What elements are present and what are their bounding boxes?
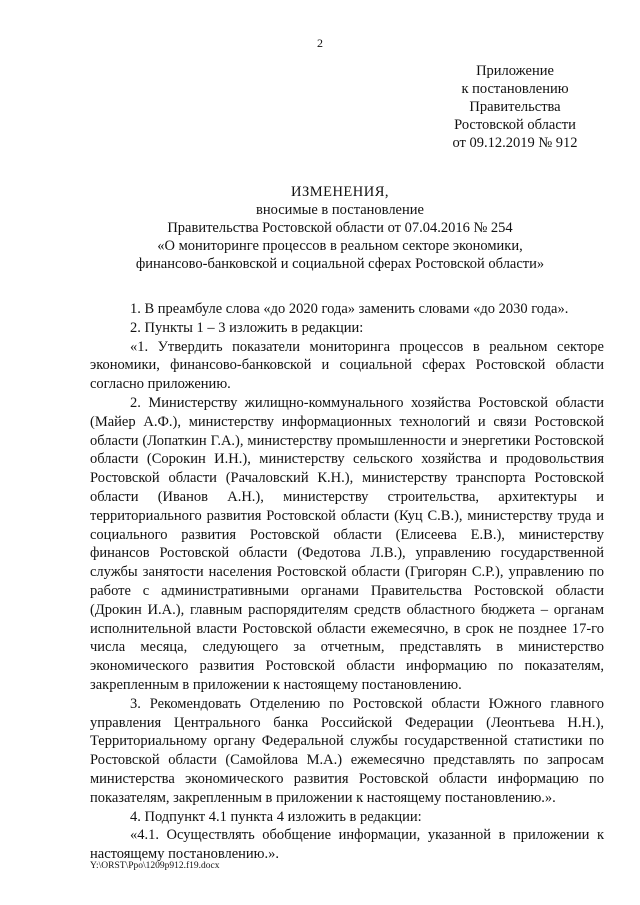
footer-file-path: Y:\ORST\Ppo\1209p912.f19.docx <box>90 861 220 871</box>
page-number: 2 <box>317 36 323 50</box>
paragraph-6: 4. Подпункт 4.1 пункта 4 изложить в редакции: <box>130 808 422 825</box>
paragraph-7: «4.1. Осуществлять обобщение информации, указанной в приложении к настоящему постановлению.». <box>90 827 604 863</box>
paragraph-5: 3. Рекомендовать Отделению по Ростовской области Южного главного управления Центрального банка Российской Федерации (Леонтьева Н.Н.), Территориальному органу Федеральной службы государственной статистики по Ростовской области (Самойлова М.А.) ежемесячно представлять по запросам министерства экономического развития Ростовской области информацию по показателям, закрепленным в приложении к настоящему постановлению.». <box>90 695 604 806</box>
appendix-line: от 09.12.2019 № 912 <box>452 135 578 151</box>
heading-line: финансово-банковской и социальной сферах Ростовской области» <box>135 256 545 272</box>
heading-line: «О мониторинге процессов в реальном секторе экономики, <box>157 238 523 254</box>
paragraph-1: 1. В преамбуле слова «до 2020 года» заменить словами «до 2030 года». <box>130 301 569 317</box>
appendix-line: Приложение <box>476 63 554 79</box>
appendix-block <box>430 62 600 152</box>
paragraph-2: 2. Пункты 1 – 3 изложить в редакции: <box>130 319 364 336</box>
document-heading <box>90 183 590 273</box>
document-body <box>90 300 604 864</box>
heading-line: Правительства Ростовской области от 07.04.2016 № 254 <box>167 220 513 236</box>
heading-title: ИЗМЕНЕНИЯ, <box>290 184 390 200</box>
paragraph-3: «1. Утвердить показатели мониторинга процессов в реальном секторе экономики, финансово-банковской и социальной сферах Ростовской области согласно приложению. <box>90 338 604 393</box>
heading-line: вносимые в постановление <box>256 202 424 218</box>
paragraph-4: 2. Министерству жилищно-коммунального хозяйства Ростовской области (Майер А.Ф.), министерству информационных технологий и связи Ростовской области (Лопаткин Г.А.), министерству промышленности и энергетики Ростовской области (Сорокин И.Н.), министерству сельского хозяйства и продовольствия Ростовской области (Рачаловский К.Н.), министерству транспорта Ростовской области (Иванов А.Н.), министерству строительства, архитектуры и территориального развития Ростовской области (Куц С.В.), министерству труда и социального развития Ростовской области (Елисеева Е.В.), министерству финансов Ростовской области (Федотова Л.В.), управлению государственной службы занятости населения Ростовской области (Григорян С.Р.), управлению по работе с административными органами Правительства Ростовской области (Дрокин И.А.), главным распорядителям средств областного бюджета – органам исполнительной власти Ростовской области ежемесячно, в срок не позднее 17-го числа месяца, следующего за отчетным, представлять в министерство экономического развития Ростовской области информацию по показателям, закрепленным в приложении к настоящему постановлению. <box>90 394 604 693</box>
appendix-line: Ростовской области <box>454 117 576 133</box>
appendix-line: к постановлению <box>461 81 569 97</box>
appendix-line: Правительства <box>469 99 561 115</box>
